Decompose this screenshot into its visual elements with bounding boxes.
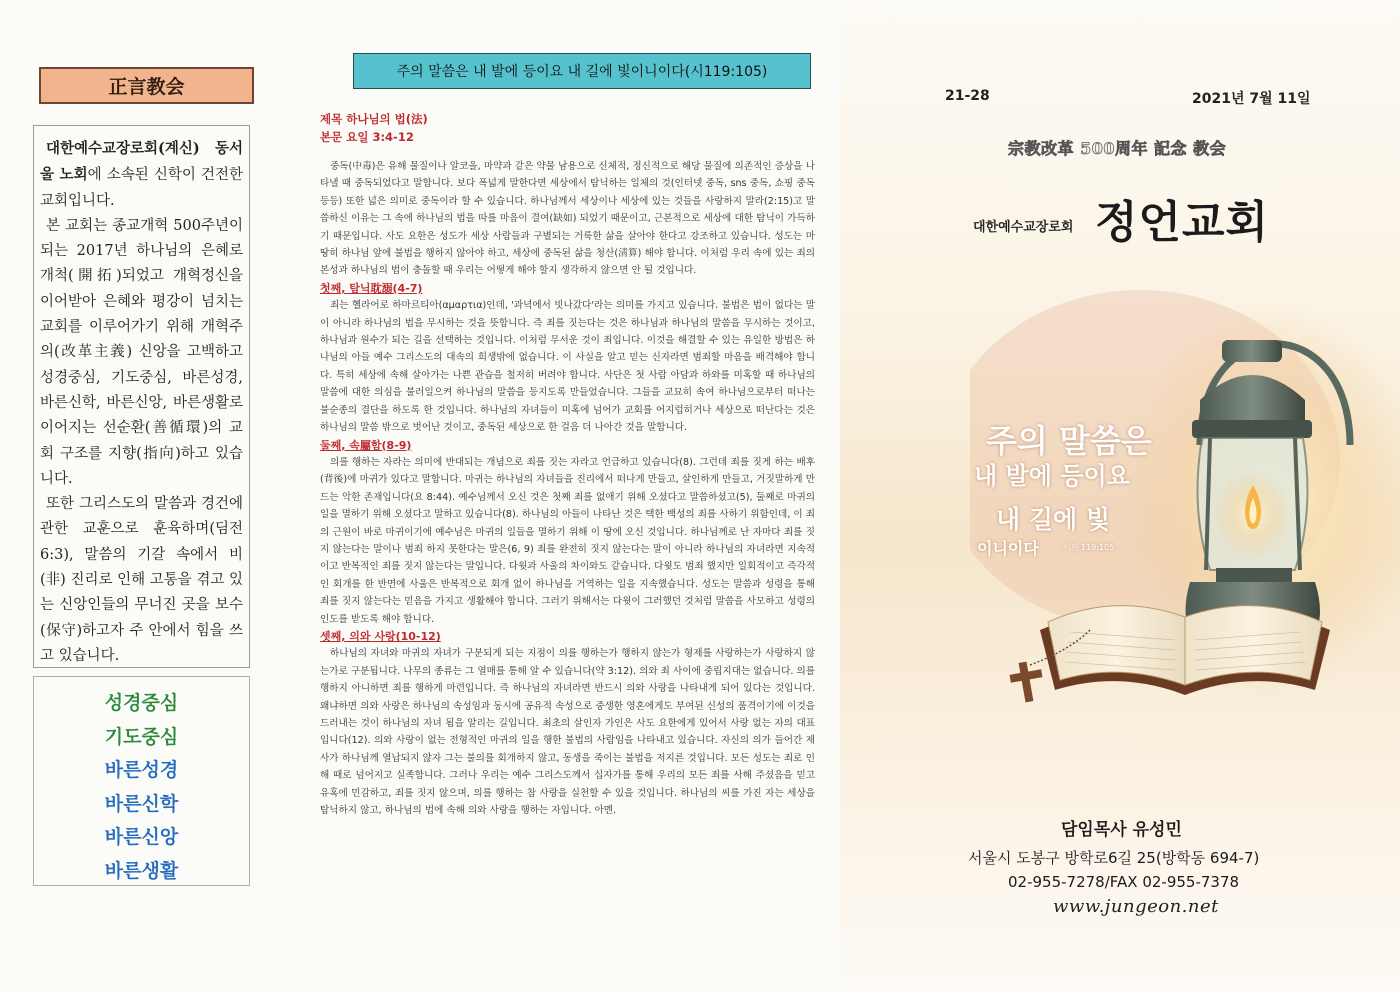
sermon-title: 제목 하나님의 법(法) [320,112,428,126]
value-right-bible: 바른성경 [104,759,179,781]
church-intro-text [40,136,243,669]
issue-number: 21-28 [945,88,990,104]
church-address: 서울시 도봉구 방학로6길 25(방학동 694-7) [968,849,1260,867]
intro-paragraph-3: 또한 그리스도의 말씀과 경건에 관한 교훈으로 훈육하며(딤전 6:3), 말씀의 기갈 속에서 비(非) 진리로 인해 고통을 겪고 있는 신앙인들의 무너진 곳을 보수(保守)하고자 주 안에서 힘을 쓰고 있습니다. [40,496,243,664]
section-1-heading: 첫째, 탐닉耽溺(4-7) [320,281,423,295]
verse-banner-text: 주의 말씀은 내 발에 등이요 내 길에 빛이니이다(시119:105) [396,64,768,80]
church-label: 正言教会 [108,76,185,98]
church-website[interactable]: www.jungeon.net [1053,896,1219,917]
value-bible-centered: 성경중심 [104,692,179,714]
cover-column [840,0,1400,991]
church-intro-box [33,125,250,668]
section-3-body [320,645,815,819]
intro-paragraph-2: 본 교회는 종교개혁 500주년이 되는 2017년 하나님의 은혜로 개척(開拓)되었고 개혁정신을 이어받아 은혜와 평강이 넘치는 교회를 이루어가기 위해 개혁주의(改革主義) 신앙을 고백하고 성경중심, 기도중심, 바른성경, 바른신학, 바른신앙, 바른생활로 이어지는 선순환(善循環)의 교회 구조를 지향(指向)하고 있습니다. [40,217,243,487]
art-verse-line-1: 주의 말씀은 [986,422,1152,460]
sermon-intro [320,158,815,280]
sermon-scripture: 본문 요일 3:4-12 [320,130,414,144]
left-column [0,0,290,991]
value-right-faith: 바른신앙 [104,826,179,848]
section-2-heading: 둘째, 속屬함(8-9) [320,438,412,452]
art-verse-line-3: 내 길에 빛 [996,505,1111,534]
intro-lead-rest: 에 소속된 신학이 건전한 교회입니다. [40,167,243,209]
issue-date: 2021년 7월 11일 [1192,91,1311,107]
section-3-heading: 셋째, 의와 사랑(10-12) [320,629,441,643]
sermon-column [300,0,830,991]
art-verse-line-2: 내 발에 등이요 [974,462,1130,490]
church-name: 정언교회 [1095,197,1270,248]
intro-lead: 대한예수교장로회(계신) 동서울 노회 [40,140,243,184]
denomination: 대한예수교장로회 [973,220,1074,235]
sermon-intro-paragraph: 중독(中毒)은 유해 물질이나 알코올, 마약과 같은 약물 남용으로 신체적, 정신적으로 해당 물질에 의존적인 증상을 나타낼 때 중독되었다고 말합니다. 보다 폭넓게 말한다면 세상에서 탐닉하는 일체의 것(인터넷 중독, sns 중독, 쇼핑 중독 등등) 또한 넓은 의미로 중독이라 할 수 있습니다. 하나님께서 세상이나 세상에 있는 것들을 사랑하지 말라(2:15)고 말씀하신 이유는 그 속에 하나님의 법을 따를 마음이 결여(缺如) 되었기 때문이고, 근본적으로 세상에 대한 탐닉이 가득하기 때문입니다. 사도 요한은 성도가 세상 사람들과 구별되는 거룩한 삶을 살아야 한다고 강조하고 있습니다. 성도는 마땅히 하나님 앞에 불법을 행하지 않아야 하고, 세상에 중독된 삶을 청산(淸算) 해야 합니다. 이처럼 우리 속에 있는 죄의 본성과 하나님의 법이 충돌할 때 우리는 어떻게 해야 할지 생각하지 않으면 안 될 것입니다. [320,161,815,277]
section-2-paragraph: 의를 행하는 자라는 의미에 반대되는 개념으로 죄를 짓는 자라고 언급하고 있습니다(8). 그런데 죄를 짓게 하는 배후(背後)에 마귀가 있다고 말합니다. 마귀는 하나님의 자녀들을 진리에서 떠나게 만들고, 살인하게 만들고, 거짓말하게 만드는 악한 존재입니다(요 8:44). 예수님께서 오신 것은 첫째 죄를 없애기 위해 오셨다고 말씀하셨고(5), 둘째로 마귀의 일을 멸하기 위해 오셨다고 말하고 있습니다(8). 하나님의 아들이 나타난 것은 택한 백성의 죄를 사하기 위함인데, 이 죄의 근원이 바로 마귀이기에 예수님은 마귀의 일들을 멸하기 위해 이 땅에 오신 것입니다. 하나님께로 난 자마다 죄를 짓지 않는다는 말이나 범죄 하지 못한다는 말은(6, 9) 죄를 완전히 짓지 않는다는 말이 아니라 하나님의 자녀라면 지속적이고 반복적인 죄를 짓지 않는다는 말입니다. 다윗과 사울의 차이와도 같습니다. 다윗도 범죄 했지만 일회적이고 즉각적인 회개를 한 반면에 사울은 반복적으로 회개 없이 하나님을 거역하는 일을 지속했습니다. 성도는 말씀과 성령을 통해 죄를 짓지 않는다는 믿음을 가지고 생활해야 합니다. 그러기 위해서는 다윗이 그러했던 것처럼 말씀을 사모하고 성령의 인도를 받도록 해야 합니다. [320,456,815,625]
value-right-life: 바른생활 [104,859,179,882]
section-2-body [320,454,815,628]
anniversary-title: 宗教改革 500周年 記念 教会 [1008,139,1227,158]
value-prayer-centered: 기도중심 [104,725,179,748]
value-right-theology: 바른신학 [104,792,179,815]
section-1-paragraph: 죄는 헬라어로 하마르티아(αμαρτια)인데, '과녁에서 빗나갔다'라는 의미를 가지고 있습니다. 불법은 법이 없다는 말이 아니라 하나님의 법을 무시하는 것을 뜻합니다. 즉 죄를 짓는다는 것은 하나님과 하나님의 말씀을 무시하는 것이고, 하나님과 원수가 되는 길을 선택하는 것입니다. 이처럼 무서운 것이 죄입니다. 이것을 해결할 수 있는 유일한 방법은 하나님의 아들 예수 그리스도의 대속의 희생밖에 없습니다. 이 사실을 알고 믿는 신자라면 범죄할 마음을 배격해야 합니다. 특히 세상에 속해 살아가는 나쁜 관습을 철저히 버려야 합니다. 사단은 첫 사람 아담과 하와를 미혹할 때 하나님의 말씀에 대한 의심을 불러일으켜 하나님의 말씀을 등지도록 만들었습니다. 그들을 교묘히 속여 하나님으로부터 떠나는 불순종의 결단을 하도록 한 것입니다. 하나님의 자녀들이 미혹에 넘어가 교회를 어지럽히거나 세상으로 떠난다는 것은 하나님의 말씀 밖으로 벗어난 것이고, 중독된 세상으로 한 걸음 더 나아간 것을 말합니다. [320,300,815,434]
pastor-name: 담임목사 유성민 [1061,820,1182,840]
art-verse-line-4: 이니이다 [977,539,1039,558]
church-phone: 02-955-7278/FAX 02-955-7378 [1008,873,1240,891]
church-values-box [33,676,250,886]
sermon [320,110,815,819]
church-label-box [39,67,254,104]
section-3-paragraph: 하나님의 자녀와 마귀의 자녀가 구분되게 되는 지점이 의를 행하는가 행하지 않는가 형제를 사랑하는가 사랑하지 않는가로 구분됩니다. 나무의 종류는 그 열매를 통해 알 수 있습니다(약 3:12). 의와 죄 사이에 중립지대는 없습니다. 의를 행하지 아니하면 죄를 행하게 마련입니다. 즉 하나님의 자녀라면 반드시 의와 사랑을 나타내게 되어 있다는 것입니다. 왜냐하면 의와 사랑은 하나님의 속성임과 동시에 공유적 속성으로 중생한 영혼에게도 부여된 신성의 품격이기에 이것을 드러내는 것이 하나님의 자녀 됨을 알리는 길입니다. 최초의 살인자 가인은 사도 요한에게 있어서 사랑 없는 자의 대표입니다(12). 의와 사랑이 없는 전형적인 마귀의 일을 행한 불법의 사람임을 나타내고 있습니다. 자신의 의가 들어간 제사가 하나님께 열납되지 않자 그는 불의를 회개하지 않고, 동생을 죽이는 불법을 저지른 것입니다. 모든 성도는 죄로 인해 때로 넘어지고 실족합니다. 그러나 우리는 예수 그리스도께서 십자가를 통해 우리의 모든 죄를 사해 주셨음을 믿고 유혹에 민감하고, 죄를 짓지 않으며, 의를 행하는 참 사랑을 실천할 수 있을 것입니다. 하나님의 씨를 가진 자는 세상을 탐닉하지 않고, 하나님의 법에 속해 의와 사랑을 행하는 자입니다. 아멘. [320,648,815,817]
art-verse-ref: 시편 119:105 [1063,543,1115,552]
section-1-body [320,297,815,436]
verse-banner [353,53,811,89]
